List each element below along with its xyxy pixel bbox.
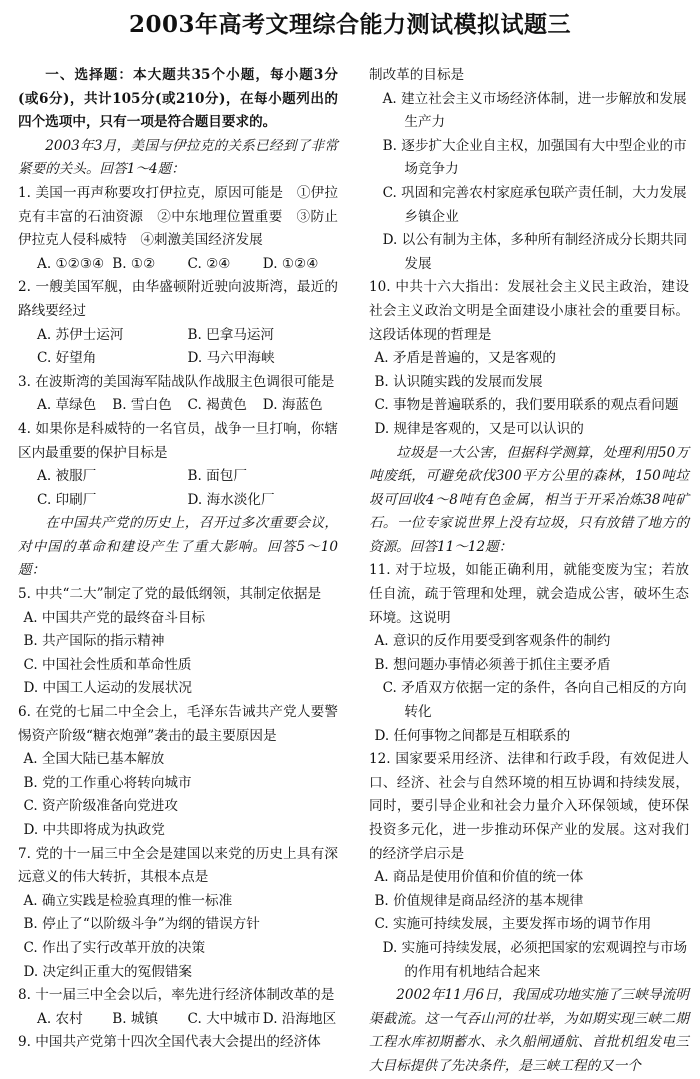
option-text: C. 中国社会性质和革命性质 [23, 656, 192, 673]
option-text: A. 中国共产党的最终奋斗目标 [23, 609, 206, 626]
option-text: C. ②④ [187, 255, 231, 272]
question-text: 8. 十一届三中全会以后，率先进行经济体制改革的是 [18, 987, 335, 1004]
option-text: D. 中国工人运动的发展状况 [23, 680, 193, 697]
left-column [18, 64, 338, 1055]
option-text: D. 实施可持续发展，必须把国家的宏观调控与市场的作用有机地结合起来 [382, 939, 688, 980]
question-text: 9. 中国共产党第十四次全国代表大会提出的经济体 [18, 1034, 321, 1051]
question-text: 在中国共产党的历史上，召开过多次重要会议，对中国的革命和建设产生了重大影响。回答5～10题： [18, 515, 338, 579]
question-text: 7. 党的十一届三中全会是建国以来党的历史上具有深远意义的伟大转折，其根本点是 [18, 845, 338, 886]
right-column [369, 64, 689, 1079]
question-text: 1. 美国一再声称要攻打伊拉克，原因可能是 ①伊拉克有丰富的石油资源 ②中东地理位置重要 ③防止伊拉克人侵科威特 ④刺激美国经济发展 [18, 184, 338, 249]
option-text: A. 确立实践是检验真理的惟一标准 [23, 892, 233, 909]
option-text: C. 实施可持续发展，主要发挥市场的调节作用 [374, 916, 652, 933]
option-text: D. 任何事物之间都是互相联系的 [374, 727, 571, 744]
question-text: 垃圾是一大公害，但据科学测算，处理利用50万吨废纸，可避免砍伐300平方公里的森林，150吨垃圾可回收4～8吨有色金属，相当于开采冶炼38吨矿石。一位专家说世界上没有垃圾，只有放错了地方的资源。回答11～12题： [369, 444, 689, 555]
option-row [18, 465, 338, 489]
option-row [18, 324, 338, 348]
option-text: C. 资产阶级准备向党进攻 [23, 798, 178, 815]
option-text: C. 褐黄色 [187, 397, 247, 414]
option-text: C. 巩固和完善农村家庭承包联产责任制，大力发展乡镇企业 [382, 184, 687, 225]
question-text: 12. 国家要采用经济、法律和行政手段，有效促进人口、经济、社会与自然环境的相互协调和持续发展，同时，要引导企业和社会力量介入环保领域，使环保投资多元化，进一步推动环保产业的发展。这对我们的经济学启示是 [369, 751, 689, 862]
question-text: 11. 对于垃圾，如能正确利用，就能变废为宝；若放任自流，疏于管理和处理，就会造成公害，破坏生态环境。这说明 [369, 562, 689, 626]
option-text: D. 以公有制为主体，多种所有制经济成分长期共同发展 [382, 232, 688, 272]
option-text: A. 全国大陆已基本解放 [23, 751, 165, 768]
question-text: 一、选择题：本大题共35个小题，每小题3分(或6分)，共计105分(或210分)，在每小题列出的四个选项中，只有一项是符合题目要求的。 [18, 67, 338, 131]
question-text: 制改革的目标是 [369, 67, 465, 83]
option-text: A. 农村 [37, 1010, 83, 1027]
option-text: C. 大中城市 [187, 1010, 261, 1027]
option-text: C. 作出了实行改革开放的决策 [23, 939, 206, 956]
option-text: D. 海蓝色 [262, 397, 323, 414]
option-text: C. 印刷厂 [37, 491, 97, 508]
option-text: A. ①②③④ [37, 255, 105, 272]
question-text: 3. 在波斯湾的美国海军陆战队作战服主色调很可能是 [18, 373, 335, 390]
option-text: A. 草绿色 [37, 397, 97, 414]
question-text: 2. 一艘美国军舰，由华盛顿附近驶向波斯湾，最近的路线要经过 [18, 279, 338, 319]
option-text: B. 认识随实践的发展而发展 [374, 373, 543, 390]
option-text: A. 建立社会主义市场经济体制，进一步解放和发展生产力 [382, 90, 687, 131]
option-text: B. 价值规律是商品经济的基本规律 [374, 892, 584, 909]
option-text: D. 决定纠正重大的冤假错案 [23, 963, 193, 980]
option-text: B. 逐步扩大企业自主权，加强国有大中型企业的市场竞争力 [382, 137, 687, 178]
option-text: C. 好望角 [37, 350, 97, 367]
option-text: A. 意识的反作用要受到客观条件的制约 [374, 633, 611, 650]
option-text: A. 苏伊士运河 [37, 326, 124, 343]
option-text: D. 规律是客观的，又是可以认识的 [374, 420, 584, 437]
question-text: 6. 在党的七届二中全会上，毛泽东告诫共产党人要警惕资产阶级“糖衣炮弹”袭击的最主要原因是 [18, 704, 338, 744]
option-text: A. 矛盾是普遍的，又是客观的 [374, 350, 557, 367]
option-text: B. 停止了“以阶级斗争”为纲的错误方针 [23, 916, 260, 933]
option-row [18, 394, 338, 418]
option-text: B. 党的工作重心将转向城市 [23, 774, 192, 791]
question-text: 2003年3月，美国与伊拉克的关系已经到了非常紧要的关头。回答1～4题： [18, 137, 338, 178]
option-text: A. 商品是使用价值和价值的统一体 [374, 869, 584, 886]
option-text: D. ①②④ [262, 255, 319, 272]
option-text: C. 事物是普遍联系的，我们要用联系的观点看问题 [374, 397, 679, 414]
question-text: 2002年11月6日，我国成功地实施了三峡导流明渠截流。这一气吞山河的壮举，为如期实现三峡二期工程水库初期蓄水、永久船闸通航、首批机组发电三大目标提供了先决条件，是三峡工程的又一个 [369, 987, 689, 1074]
option-text: B. 面包厂 [187, 468, 247, 485]
page-title: 2003年高考文理综合能力测试模拟试题三 [128, 11, 571, 38]
question-text: 10. 中共十六大指出：发展社会主义民主政治，建设社会主义政治文明是全面建设小康社会的重要目标。这段话体现的哲理是 [369, 279, 689, 343]
option-text: B. 城镇 [112, 1010, 159, 1027]
option-text: D. 海水淡化厂 [187, 491, 275, 508]
option-row [18, 347, 338, 371]
option-text: D. 沿海地区 [262, 1010, 337, 1027]
option-text: B. ①② [112, 255, 156, 272]
option-text: B. 雪白色 [112, 397, 172, 414]
option-text: D. 中共即将成为执政党 [23, 822, 165, 838]
option-row [18, 253, 338, 277]
option-text: B. 想问题办事情必须善于抓住主要矛盾 [374, 656, 611, 673]
question-text: 4. 如果你是科威特的一名官员，战争一旦打响，你辖区内最重要的保护目标是 [18, 420, 338, 461]
option-text: B. 巴拿马运河 [187, 326, 275, 343]
option-text: B. 共产国际的指示精神 [23, 633, 165, 650]
option-text: C. 矛盾双方依据一定的条件，各向自己相反的方向转化 [382, 680, 687, 721]
option-row [18, 1008, 338, 1032]
option-row [18, 489, 338, 513]
option-text: D. 马六甲海峡 [187, 350, 275, 367]
option-text: A. 被服厂 [37, 468, 97, 485]
question-text: 5. 中共“二大”制定了党的最低纲领，其制定依据是 [18, 586, 322, 603]
